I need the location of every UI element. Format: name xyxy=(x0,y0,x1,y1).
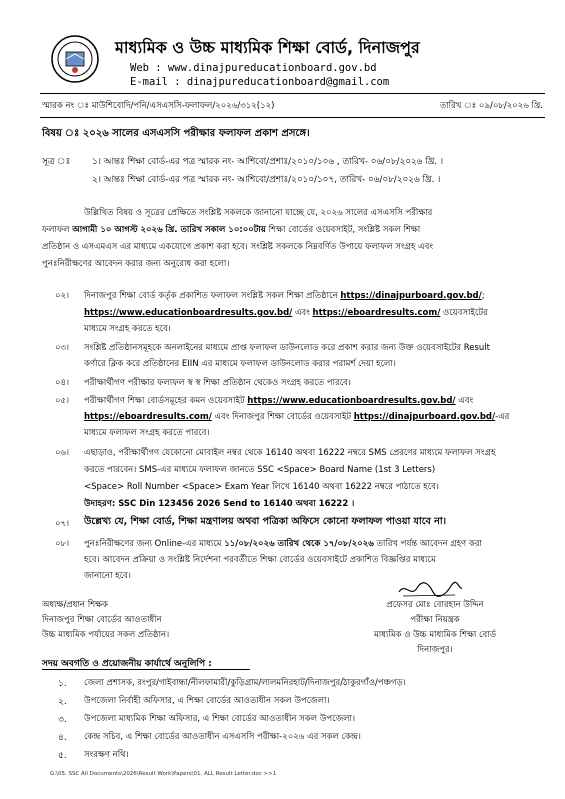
item-number: ০৪। xyxy=(55,378,70,388)
intro-text: ফলাফল xyxy=(42,225,70,235)
addressee-line: দিনাজপুর শিক্ষা বোর্ডের আওতাধীন xyxy=(42,615,162,625)
item-2-line: দিনাজপুর শিক্ষা বোর্ড কর্তৃক প্রকাশিত ফলাফল সংশ্লিষ্ট সকল শিক্ষা প্রতিষ্ঠানে https://dinajpurboard.gov.bd/; xyxy=(84,291,485,301)
dinajpurboard-link[interactable]: https://dinajpurboard.gov.bd/ xyxy=(340,291,482,301)
item-5-line: https://eboardresults.com/ এবং দিনাজপুর শিক্ষা বোর্ডের ওয়েবসাইট https://dinajpurboard.gov.bd/-এর xyxy=(84,412,510,422)
item-number: ০৮। xyxy=(55,539,70,549)
cc-item: উপজেলা নির্বাহী অফিসার, এ শিক্ষা বোর্ডের আওতাধীন সকল উপজেলা। xyxy=(84,696,330,706)
eboardresults-link[interactable]: https://eboardresults.com/ xyxy=(84,412,212,422)
copy-to-underline xyxy=(42,669,250,670)
item-number: ০৭। xyxy=(55,519,70,529)
board-email: E-mail : dinajpureducationboard@gmail.com xyxy=(130,76,390,88)
item-number: ০৩। xyxy=(55,343,70,353)
file-path-footer: G:\05. SSC All Documents\2026\Result Work\Papers\01. ALL Result Letter.doc >>1 xyxy=(50,771,277,777)
memo-date: তারিখ ঃ ০৯/০৮/২০২৬ খ্রি. xyxy=(439,101,543,111)
addressee-line: উচ্চ মাধ্যমিক পর্যায়ের সকল প্রতিষ্ঠান। xyxy=(42,630,170,640)
board-logo-icon xyxy=(50,34,100,84)
addressee-title: অধ্যক্ষ/প্রধান শিক্ষক xyxy=(42,600,108,610)
subject-line: বিষয় ঃ ২০২৬ সালের এসএসসি পরীক্ষার ফলাফল প্রকাশ প্রসঙ্গে। xyxy=(42,128,310,139)
item-6-line: করতে পারবেন। SMS-এর মাধ্যমে ফলাফল জানতে SSC <Space> Board Name (1st 3 Letters) xyxy=(84,465,436,475)
reference-label: সূত্র ঃ xyxy=(42,157,71,167)
cc-number: ৩. xyxy=(58,715,67,725)
cc-number: ৪. xyxy=(58,733,67,743)
item-2-line: https://www.educationboardresults.gov.bd/ এবং https://eboardresults.com/ ওয়েবসাইটের xyxy=(84,308,488,318)
copy-to-heading: সদয় অবগতি ও প্রয়োজনীয় কার্যার্থে অনুলিপি : xyxy=(42,659,212,669)
item-6-line: এছাড়াও, পরীক্ষার্থীগণ যেকোনো মোবাইল নম্বর থেকে 16140 অথবা 16222 নম্বরে SMS প্রেরণের মাধ্যমে ফলাফল সংগ্রহ xyxy=(84,448,496,458)
recheck-date-range: ১১/০৮/২০২৬ তারিখ থেকে ১৭/০৮/২০২৬ xyxy=(224,539,374,549)
item-8-line: হবে। আবেদন প্রক্রিয়া ও সংশ্লিষ্ট নির্দেশনা পরবর্তীতে শিক্ষা বোর্ডের ওয়েবসাইটে প্রকাশিত বিজ্ঞপ্তির মাধ্যমে xyxy=(84,555,436,565)
educationboardresults-link[interactable]: https://www.educationboardresults.gov.bd/ xyxy=(247,396,456,406)
item-number: ০৬। xyxy=(55,448,70,458)
signatory-location: দিনাজপুর। xyxy=(417,645,453,655)
item-8-line: পুনঃনিরীক্ষণের জন্য Online-এর মাধ্যমে ১১/০৮/২০২৬ তারিখ থেকে ১৭/০৮/২০২৬ তারিখ পর্যন্ত আবেদন গ্রহণ করা xyxy=(84,539,482,549)
cc-item: জেলা প্রশাসক, রংপুর/গাইবান্ধা/নীলফামারী/কুড়িগ্রাম/লালমনিরহাট/দিনাজপুর/ঠাকুরগাঁও/পঞ্চগড়। xyxy=(84,678,406,688)
item-3-line: কর্ণারে ক্লিক করে প্রতিষ্ঠানের EIIN এর মাধ্যমে ফলাফল ডাউনলোড করার পরামর্শ দেয়া হলো। xyxy=(84,359,396,369)
item-5-line: পরীক্ষার্থীগণ শিক্ষা বোর্ডসমূহের কমন ওয়েবসাইট https://www.educationboardresults.gov.bd/ এবং xyxy=(84,396,474,406)
cc-number: ১. xyxy=(58,679,67,689)
item-4-line: পরীক্ষার্থীগণ পরীক্ষার ফলাফল স্ব স্ব শিক্ষা প্রতিষ্ঠান থেকেও সংগ্রহ করতে পারবে। xyxy=(84,378,351,388)
ref-divider xyxy=(40,117,545,118)
intro-line: উল্লিখিত বিষয় ও সূত্রের প্রেক্ষিতে সংশ্লিষ্ট সকলকে জানানো যাচ্ছে যে, ২০২৬ সালের এসএসসি পরীক্ষার xyxy=(84,208,433,218)
result-release-time: আগামী ১০ আগস্ট ২০২৬ খ্রি. তারিখ সকাল ১০:০০টায় xyxy=(72,225,266,235)
cc-number: ২. xyxy=(58,697,67,707)
signatory-title: পরীক্ষা নিয়ন্ত্রক xyxy=(410,615,460,625)
item-number: ০৫। xyxy=(55,396,70,406)
signatory-name: প্রফেসর মোঃ বোরহান উদ্দিন xyxy=(386,600,484,610)
item-7-notice: উল্লেখ্য যে, শিক্ষা বোর্ড, শিক্ষা মন্ত্রণালয় অথবা পত্রিকা অফিসে কোনো ফলাফল পাওয়া যাবে না। xyxy=(84,516,446,527)
item-3-line: সংশ্লিষ্ট প্রতিষ্ঠানসমূহকে অনলাইনের মাধ্যমে প্রাপ্ত ফলাফল ডাউনলোড করে প্রকাশ করার জন্য উক্ত ওয়েবসাইটের Result xyxy=(84,343,490,353)
intro-text: শিক্ষা বোর্ডের ওয়েবসাইট, সংশ্লিষ্ট সকল শিক্ষা xyxy=(268,225,421,235)
item-8-line: জানানো হবে। xyxy=(84,571,131,581)
item-2-line: মাধ্যমে সংগ্রহ করতে হবে। xyxy=(84,324,171,334)
eboardresults-link[interactable]: https://eboardresults.com/ xyxy=(312,308,441,318)
cc-item: সংরক্ষণ নথি। xyxy=(84,750,129,760)
signatory-office: মাধ্যমিক ও উচ্চ মাধ্যমিক শিক্ষা বোর্ড xyxy=(374,630,496,640)
reference-item: ২। আন্তঃ শিক্ষা বোর্ড-এর পত্র স্মারক নং- আশিবো/প্রশাঃ/২০১০/১০৭, তারিখ- ০৬/০৮/২০২৬ খ্রি. । xyxy=(92,175,441,185)
cc-item: কেন্দ্র সচিব, এ শিক্ষা বোর্ডের আওতাধীন এসএসসি পরীক্ষা-২০২৬ এর সকল কেন্দ্র। xyxy=(84,732,361,742)
memo-number: স্মারক নং ঃ মাউশিবোদি/পনি/এসএসসি-ফলাফল/২০২৬/৩১২(১২) xyxy=(42,101,275,111)
reference-item: ১। আন্তঃ শিক্ষা বোর্ড-এর পত্র স্মারক নং- আশিবো/প্রশাঃ/২০১০/১০৬ , তারিখ- ০৬/০৮/২০২৬ খ্রি. । xyxy=(92,157,443,167)
board-title: মাধ্যমিক ও উচ্চ মাধ্যমিক শিক্ষা বোর্ড, দিনাজপুর xyxy=(115,38,420,57)
intro-line xyxy=(42,223,546,238)
cc-number: ৫. xyxy=(58,751,67,761)
cc-item: উপজেলা মাধ্যমিক শিক্ষা অফিসার, এ শিক্ষা বোর্ডের আওতাধীন সকল উপজেলা। xyxy=(84,714,356,724)
header-divider xyxy=(40,93,545,94)
item-6-line: <Space> Roll Number <Space> Exam Year লিখে 16140 অথবা 16222 নম্বরে পাঠাতে হবে। xyxy=(84,482,439,492)
dinajpurboard-link[interactable]: https://dinajpurboard.gov.bd/ xyxy=(353,412,496,422)
educationboardresults-link[interactable]: https://www.educationboardresults.gov.bd/ xyxy=(84,308,293,318)
board-website: Web : www.dinajpureducationboard.gov.bd xyxy=(130,62,377,74)
sms-example: উদাহরণ: SSC Din 123456 2026 Send to 16140 অথবা 16222 । xyxy=(84,499,355,509)
intro-line: প্রতিষ্ঠান ও এসএমএস এর মাধ্যমে একযোগে প্রকাশ করা হবে। সংশ্লিষ্ট সকলকে নিম্নবর্ণিত উপায়ে ফলাফল সংগ্রহ এবং xyxy=(42,242,434,252)
intro-line: পুনঃনিরীক্ষণের আবেদন করার জন্য অনুরোধ করা হলো। xyxy=(42,259,230,269)
item-number: ০২। xyxy=(55,291,70,301)
item-5-line: মাধ্যমে ফলাফল সংগ্রহ করতে পারবে। xyxy=(84,428,210,438)
